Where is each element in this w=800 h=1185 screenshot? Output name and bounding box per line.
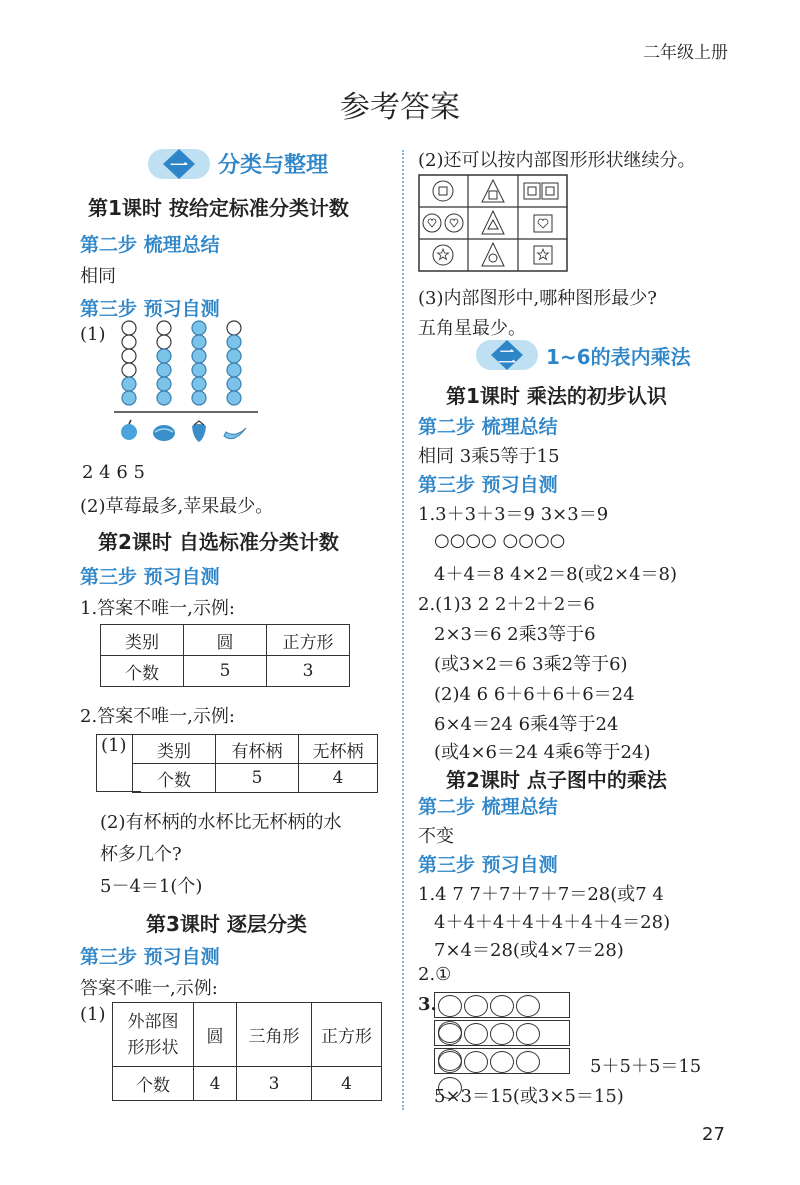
answer-line: 5×3＝15(或3×5＝15): [434, 1086, 624, 1107]
table-cell: 有杯柄: [216, 735, 299, 764]
table-cell: 4: [194, 1067, 237, 1101]
unit-badge-icon: [476, 340, 538, 370]
question-text: 1.答案不唯一,示例:: [80, 598, 235, 619]
answer-text: 不变: [418, 826, 454, 847]
step-heading: 第三步 预习自测: [80, 566, 220, 588]
table-cell: 正方形: [312, 1003, 382, 1067]
fruit-count-diagram: [112, 318, 260, 448]
answer-line: (或4×6＝24 4乘6等于24): [434, 742, 651, 763]
square-with-heart-icon: [534, 215, 552, 232]
step-heading: 第三步 预习自测: [80, 298, 220, 320]
watermelon-column: [157, 321, 171, 405]
header-line: 形形状: [127, 1037, 179, 1058]
banana-column: [227, 321, 241, 405]
triangle-with-circle-icon: [482, 243, 504, 266]
circle-group-2: [434, 1020, 570, 1046]
strawberry-icon: [192, 421, 206, 442]
table-cell: 3: [237, 1067, 312, 1101]
table-cell: 圆: [184, 625, 267, 656]
unit-title: 分类与整理: [218, 153, 329, 178]
answer-text: (2)草莓最多,苹果最少。: [80, 496, 274, 517]
answer-line: 1.3＋3＋3＝9 3×3＝9: [418, 504, 609, 525]
table-cell: 4: [312, 1067, 382, 1101]
square-with-star-icon: [534, 246, 552, 264]
answer-text: (2)还可以按内部图形形状继续分。: [418, 150, 696, 171]
table-cell: 5: [216, 764, 299, 793]
table-cell: 类别: [133, 735, 216, 764]
unit1-heading: [148, 148, 328, 179]
triangle-with-square-icon: [482, 180, 504, 202]
question-text: 2.答案不唯一,示例:: [80, 706, 235, 727]
answer-text: 5－4＝1(个): [100, 876, 203, 897]
question-text: (3)内部图形中,哪种图形最少?: [418, 288, 657, 309]
circle-with-star-icon: [433, 245, 453, 265]
lesson3-title: 第3课时 逐层分类: [146, 912, 307, 936]
table-cell: 类别: [101, 625, 184, 656]
step-heading: 第二步 梳理总结: [80, 234, 220, 256]
unit-badge-icon: [148, 149, 210, 179]
lesson1-title: 第1课时 按给定标准分类计数: [88, 196, 349, 220]
apple-column: [122, 321, 136, 405]
table-cell: 个数: [113, 1067, 194, 1101]
step-heading: 第三步 预习自测: [418, 854, 558, 876]
answer-text: 杯多几个?: [100, 844, 182, 865]
answer-text: (2)有杯柄的水杯比无杯柄的水: [100, 812, 342, 833]
step-heading: 第二步 梳理总结: [418, 416, 558, 438]
question-label: (1): [80, 324, 106, 345]
triangle-with-triangle-icon: [482, 211, 504, 234]
apple-icon: [121, 420, 137, 440]
answer-text: 答案不唯一,示例:: [80, 978, 218, 999]
category-table-3: [112, 1002, 382, 1101]
answer-line: (2)4 6 6＋6＋6＋6＝24: [434, 684, 635, 705]
answer-text: 相同: [80, 266, 116, 287]
table-cell: [113, 1003, 194, 1067]
unit2-heading: [476, 340, 691, 370]
table-cell: 三角形: [237, 1003, 312, 1067]
watermelon-icon: [153, 425, 175, 441]
answer-line: 4＋4＋4＋4＋4＋4＋4＝28): [434, 912, 671, 933]
answer-line: 2.①: [418, 964, 452, 985]
shape-classification-grid: [418, 174, 568, 274]
page-number: 27: [702, 1124, 725, 1145]
answer-line: (或3×2＝6 3乘2等于6): [434, 654, 628, 675]
count-answers: 2 4 6 5: [82, 462, 145, 483]
grade-label: 二年级上册: [643, 43, 728, 63]
question-label: 3.: [418, 994, 437, 1015]
question-label: (1): [96, 734, 141, 792]
table-cell: 正方形: [267, 625, 350, 656]
answer-line: 2.(1)3 2 2＋2＋2＝6: [418, 594, 595, 615]
circle-group-1: [434, 992, 570, 1018]
step-heading: 第三步 预习自测: [80, 946, 220, 968]
answer-line: ○○○○ ○○○○: [434, 530, 566, 551]
table-cell: 个数: [101, 656, 184, 687]
unit-title: 1~6的表内乘法: [546, 344, 691, 369]
question-label: (1): [80, 1004, 106, 1025]
category-table-2: [132, 734, 378, 793]
table-cell: 圆: [194, 1003, 237, 1067]
page-title: 参考答案: [340, 90, 460, 125]
unit-number: 一: [170, 155, 188, 177]
answer-line: 7×4＝28(或4×7＝28): [434, 940, 624, 961]
circle-group-3: [434, 1048, 570, 1074]
answer-line: 6×4＝24 6乘4等于24: [434, 714, 619, 735]
header-line: 外部图: [127, 1011, 179, 1032]
table-cell: 个数: [133, 764, 216, 793]
circle-with-square-icon: [433, 181, 453, 201]
lesson-title: 第1课时 乘法的初步认识: [446, 384, 667, 408]
lesson2-title: 第2课时 自选标准分类计数: [98, 530, 339, 554]
table-cell: 3: [267, 656, 350, 687]
banana-icon: [224, 428, 246, 439]
answer-line: 5＋5＋5＝15: [590, 1056, 702, 1077]
lesson-title: 第2课时 点子图中的乘法: [446, 768, 667, 792]
table-cell: 4: [299, 764, 378, 793]
step-heading: 第三步 预习自测: [418, 474, 558, 496]
category-table-1: [100, 624, 350, 687]
table-cell: 无杯柄: [299, 735, 378, 764]
answer-line: 1.4 7 7＋7＋7＋7＝28(或7 4: [418, 884, 664, 905]
table-cell: 5: [184, 656, 267, 687]
answer-line: 4＋4＝8 4×2＝8(或2×4＝8): [434, 564, 677, 585]
answer-line: 2×3＝6 2乘3等于6: [434, 624, 596, 645]
step-heading: 第二步 梳理总结: [418, 796, 558, 818]
strawberry-column: [192, 321, 206, 405]
unit-number: 二: [498, 347, 516, 368]
answer-text: 五角星最少。: [418, 318, 526, 339]
square-with-square-icon: [524, 183, 558, 199]
answer-text: 相同 3乘5等于15: [418, 446, 560, 467]
circle-with-heart-icon: [423, 214, 463, 232]
column-divider: [402, 150, 404, 1110]
